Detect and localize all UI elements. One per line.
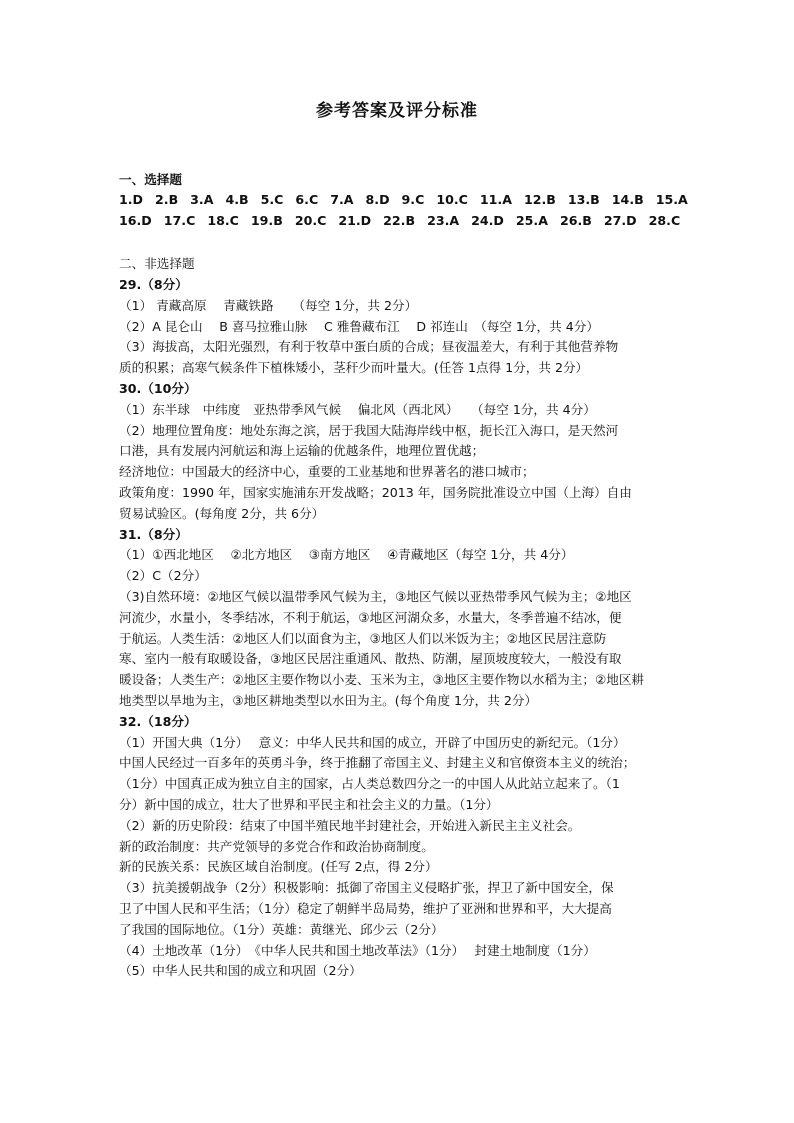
section-heading-nonchoice: 二、非选择题 [119,256,195,271]
answer-line: （2）C（2分） [119,568,207,584]
answer-line: 新的政治制度：共产党领导的多党合作和政治协商制度。 [119,838,434,854]
answer-line: 了我国的国际地位。（1分）英雄：黄继光、邱少云（2分） [119,921,444,937]
answer-line: 中国人民经过一百多年的英勇斗争，终于推翻了帝国主义、封建主义和官僚资本主义的统治； [119,755,636,771]
choice-answer: 10.C [436,192,468,207]
choice-answer: 3.A [190,192,214,207]
answer-line: （1）开国大典（1分） 意义：中华人民共和国的成立，开辟了中国历史的新纪元。（1分） [119,734,626,750]
choice-answer: 24.D [471,213,504,228]
answer-line: 地类型以旱地为主，③地区耕地类型以水田为主。(每个角度 1分，共 2分） [119,693,538,708]
choice-answer: 14.B [611,192,644,207]
answer-line: 分）新中国的成立，壮大了世界和平民主和社会主义的力量。（1分） [119,797,499,812]
choice-answer: 26.B [559,213,592,228]
answer-line: 口港，具有发展内河航运和海上运输的优越条件，地理位置优越； [119,443,485,459]
choice-answer: 13.B [567,192,600,207]
choice-answer: 11.A [479,192,512,207]
choice-answer: 28.C [648,213,681,228]
answer-line: （1）①西北地区 ②北方地区 ③南方地区 ④青藏地区（每空 1分，共 4分） [119,547,574,563]
choice-answer: 21.D [338,213,372,228]
choice-answer: 20.C [294,213,327,228]
question-number: 29.（8分） [119,277,188,292]
choice-answer: 12.B [523,192,556,207]
answer-line: （2）地理位置角度：地处东海之滨，居于我国大陆海岸线中枢，扼长江入海口，是天然河 [119,422,619,438]
section-heading-choice: 一、选择题 [119,172,182,187]
page-title: 参考答案及评分标准 [316,101,478,121]
question-number: 32.（18分） [119,713,197,729]
choice-answer: 22.B [383,213,416,228]
choice-answer: 17.C [163,213,196,228]
choice-answer: 8.D [365,192,390,207]
choice-answers-row-1 [119,190,700,210]
answer-line: 于航运。人类生活：②地区人们以面食为主，③地区人们以米饭为主；②地区民居注意防 [119,630,607,646]
answer-line: （2）新的历史阶段：结束了中国半殖民地半封建社会，开始进入新民主主义社会。 [119,817,581,833]
answer-line: （3)自然环境：②地区气候以温带季风气候为主，③地区气候以亚热带季风气候为主；②地区 [119,589,632,604]
question-number: 30.（10分） [119,381,197,396]
choice-answer: 15.A [655,192,688,207]
choice-answer: 19.B [250,213,283,228]
answer-line: 贸易试验区。(每角度 2分，共 6分） [119,505,325,521]
choice-answer: 7.A [330,192,354,207]
question-number: 31.（8分） [119,526,188,542]
choice-answer: 25.A [515,213,548,228]
answer-line: 政策角度：1990 年，国家实施浦东开发战略；2013 年，国务院批准设立中国（上海）自由 [119,485,632,500]
answer-line: （5）中华人民共和国的成立和巩固（2分） [119,963,362,979]
choice-answers-row-2 [119,211,692,231]
choice-answer: 5.C [260,192,284,207]
choice-answer: 2.B [155,192,179,207]
answer-line: 质的积累；高寒气候条件下植株矮小，茎秆少而叶量大。(任答 1点得 1分，共 2分） [119,360,589,376]
answer-line: 河流少，水量小，冬季结冰，不利于航运，③地区河湖众多，水量大，冬季普遍不结冰，便 [119,609,622,625]
answer-line: （1）东半球 中纬度 亚热带季风气候 偏北风（西北风） （每空 1分，共 4分） [119,401,596,417]
answer-line: 寒、室内一般有取暖设备，③地区民居注重通风、散热、防潮，屋顶坡度较大，一般没有取 [119,651,622,667]
choice-answer: 23.A [427,213,460,228]
choice-answer: 18.C [207,213,239,228]
choice-answer: 1.D [119,192,144,207]
answer-line: （1） 青藏高原 青藏铁路 （每空 1分，共 2分） [119,297,418,313]
answer-line: （2）A 昆仑山 B 喜马拉雅山脉 C 雅鲁藏布江 D 祁连山 （每空 1分，共 4分） [119,318,599,334]
choice-answer: 6.C [295,192,319,207]
answer-line: （1分）中国真正成为独立自主的国家，占人类总数四分之一的中国人从此站立起来了。（1 [119,776,620,792]
answer-line: （3）抗美援朝战争（2分）积极影响：抵御了帝国主义侵略扩张，捍卫了新中国安全，保 [119,880,614,896]
answer-line: 经济地位：中国最大的经济中心，重要的工业基地和世界著名的港口城市； [119,464,535,480]
choice-answer: 9.C [401,192,425,207]
answer-line: （3）海拔高，太阳光强烈，有利于牧草中蛋白质的合成；昼夜温差大，有利于其他营养物 [119,339,619,355]
answer-line: （4）土地改革（1分） 《中华人民共和国土地改革法》（1分） 封建土地制度（1分） [119,942,596,958]
answer-line: 新的民族关系：民族区域自治制度。(任写 2点，得 2分） [119,859,438,875]
choice-answer: 4.B [225,192,249,207]
answer-line: 卫了中国人民和平生活；（1分）稳定了朝鲜半岛局势，维护了亚洲和世界和平，大大提高 [119,901,612,916]
choice-answer: 16.D [119,213,152,228]
answer-line: 暖设备；人类生产：②地区主要作物以小麦、玉米为主，③地区主要作物以水稻为主；②地区耕 [119,672,645,688]
choice-answer: 27.D [603,213,637,228]
